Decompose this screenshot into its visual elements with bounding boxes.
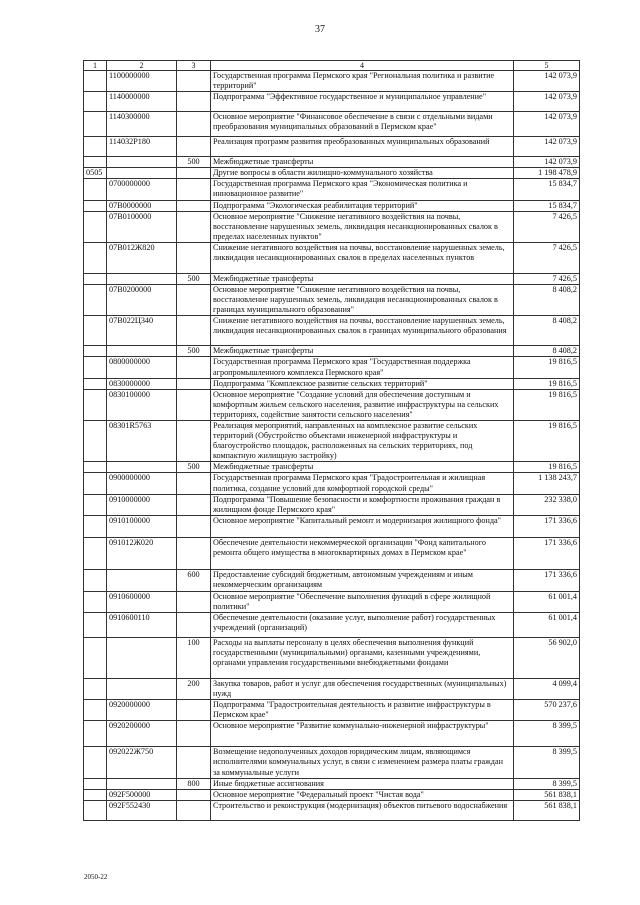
cell-c2: 092022Ж750 [107,747,177,778]
table-row [84,569,580,591]
cell-c5: 61 001,4 [514,591,580,612]
header-cell: 5 [514,61,580,71]
cell-c3 [177,473,211,494]
table-row [84,800,580,820]
cell-c4: Подпрограмма "Градостроительная деятельность и развитие инфраструктуры в Пермском крае" [211,700,514,721]
cell-c2 [107,157,177,168]
table-row [84,71,580,92]
table-row [84,211,580,242]
cell-c2: 07В022Ц340 [107,316,177,346]
cell-c3 [177,591,211,612]
cell-c1 [84,92,107,112]
page-number: 37 [315,24,325,35]
cell-c1 [84,242,107,273]
budget-table [83,60,580,821]
table-row [84,157,580,168]
cell-c1 [84,515,107,537]
cell-c2: 07В0000000 [107,200,177,211]
cell-c2: 0700000000 [107,179,177,200]
cell-c5: 8 399,5 [514,778,580,789]
cell-c4: Обеспечение деятельности (оказание услуг, выполнение работ) государственных учреждений (организаций) [211,613,514,638]
cell-c1 [84,700,107,721]
cell-c5: 8 399,5 [514,747,580,778]
cell-c2 [107,168,177,179]
cell-c3 [177,357,211,378]
cell-c4: Основное мероприятие "Федеральный проект "Чистая вода" [211,789,514,800]
cell-c1 [84,747,107,778]
cell-c2 [107,569,177,591]
cell-c2: 0910600000 [107,591,177,612]
cell-c5: 7 426,5 [514,242,580,273]
cell-c3: 500 [177,346,211,357]
cell-c3 [177,537,211,569]
cell-c2: 092F500000 [107,789,177,800]
cell-c2: 0910600110 [107,613,177,638]
table-row [84,112,580,137]
cell-c5: 142 073,9 [514,71,580,92]
cell-c4: Предоставление субсидий бюджетным, автономным учреждениям и иным некоммерческим организациям [211,569,514,591]
cell-c5: 232 338,0 [514,494,580,515]
cell-c5: 4 099,4 [514,679,580,700]
cell-c4: Государственная программа Пермского края "Государственная поддержка агропромышленного комплекса Пермского края" [211,357,514,378]
cell-c4: Возмещение недополученных доходов юридическим лицам, являющимся исполнителями коммунальных услуг, в связи с изменением размера платы граждан за коммунальные услуги [211,747,514,778]
table-row [84,346,580,357]
cell-c3 [177,71,211,92]
cell-c1 [84,316,107,346]
cell-c5: 171 336,6 [514,515,580,537]
cell-c4: Основное мероприятие "Капитальный ремонт и модернизация жилищного фонда" [211,515,514,537]
table-row [84,494,580,515]
cell-c5: 171 336,6 [514,569,580,591]
cell-c5: 142 073,9 [514,137,580,157]
cell-c4: Подпрограмма "Эффективное государственное и муниципальное управление" [211,92,514,112]
table-row [84,537,580,569]
cell-c4: Другие вопросы в области жилищно-коммунального хозяйства [211,168,514,179]
cell-c4: Обеспечение деятельности некоммерческой организации "Фонд капитального ремонта общего имущества в многоквартирных домах в Пермском крае" [211,537,514,569]
cell-c2 [107,273,177,284]
cell-c1 [84,389,107,420]
cell-c5: 8 399,5 [514,721,580,747]
cell-c4: Иные бюджетные ассигнования [211,778,514,789]
cell-c5: 142 073,9 [514,92,580,112]
cell-c5: 7 426,5 [514,211,580,242]
cell-c3 [177,515,211,537]
cell-c1 [84,211,107,242]
cell-c1 [84,420,107,461]
table-row [84,721,580,747]
cell-c4: Основное мероприятие "Финансовое обеспечение в связи с отдельными видами преобразования муниципальных образований в Пермском крае" [211,112,514,137]
cell-c4: Межбюджетные трансферты [211,462,514,473]
cell-c1 [84,789,107,800]
table-row [84,462,580,473]
table-row [84,285,580,316]
cell-c3 [177,242,211,273]
cell-c3: 100 [177,638,211,679]
table-row [84,613,580,638]
cell-c2: 092F552430 [107,800,177,820]
table-row [84,242,580,273]
cell-c5: 561 838,1 [514,789,580,800]
cell-c3 [177,200,211,211]
cell-c3 [177,613,211,638]
cell-c2: 0910000000 [107,494,177,515]
cell-c3 [177,378,211,389]
cell-c5: 171 336,6 [514,537,580,569]
cell-c2: 0800000000 [107,357,177,378]
cell-c3 [177,700,211,721]
cell-c3: 600 [177,569,211,591]
cell-c5: 15 834,7 [514,179,580,200]
table-row [84,420,580,461]
cell-c3 [177,747,211,778]
cell-c1 [84,346,107,357]
cell-c5: 561 838,1 [514,800,580,820]
cell-c1 [84,569,107,591]
table-row [84,638,580,679]
cell-c3 [177,137,211,157]
cell-c2: 07В0200000 [107,285,177,316]
cell-c1 [84,273,107,284]
cell-c4: Основное мероприятие "Снижение негативного воздействия на почвы, восстановление нарушенных земель, ликвидация несанкционированных свалок в пределах населенных пунктов" [211,211,514,242]
cell-c5: 19 816,5 [514,378,580,389]
cell-c4: Государственная программа Пермского края "Экономическая политика и инновационное развитие" [211,179,514,200]
cell-c4: Основное мероприятие "Развитие коммунально-инженерной инфраструктуры" [211,721,514,747]
cell-c3 [177,789,211,800]
table-row [84,168,580,179]
table-row [84,316,580,346]
cell-c5: 61 001,4 [514,613,580,638]
cell-c1 [84,494,107,515]
table-row [84,473,580,494]
cell-c2 [107,638,177,679]
cell-c4: Основное мероприятие "Обеспечение выполнения функций в сфере жилищной политики" [211,591,514,612]
cell-c2: 07В012Ж820 [107,242,177,273]
cell-c1: 0505 [84,168,107,179]
cell-c2: 0920200000 [107,721,177,747]
cell-c2: 1100000000 [107,71,177,92]
cell-c2 [107,778,177,789]
cell-c1 [84,462,107,473]
cell-c5: 8 408,2 [514,346,580,357]
table-row [84,747,580,778]
cell-c1 [84,473,107,494]
cell-c4: Межбюджетные трансферты [211,273,514,284]
cell-c2: 0830100000 [107,389,177,420]
cell-c4: Строительство и реконструкция (модернизация) объектов питьевого водоснабжения [211,800,514,820]
table-row [84,789,580,800]
cell-c4: Межбюджетные трансферты [211,157,514,168]
cell-c4: Подпрограмма "Комплексное развитие сельских территорий" [211,378,514,389]
cell-c4: Снижение негативного воздействия на почвы, восстановление нарушенных земель, ликвидация несанкционированных свалок в пределах населенных пунктов [211,242,514,273]
cell-c2: 07В0100000 [107,211,177,242]
table-row [84,700,580,721]
table-row [84,137,580,157]
table-row [84,389,580,420]
cell-c5: 8 408,2 [514,316,580,346]
cell-c2: 0830000000 [107,378,177,389]
table-row [84,778,580,789]
cell-c2: 08301R5763 [107,420,177,461]
cell-c3: 200 [177,679,211,700]
cell-c5: 8 408,2 [514,285,580,316]
cell-c4: Снижение негативного воздействия на почвы, восстановление нарушенных земель, ликвидация несанкционированных свалок в границах муниципального образования [211,316,514,346]
table-row [84,92,580,112]
cell-c1 [84,591,107,612]
cell-c4: Закупка товаров, работ и услуг для обеспечения государственных (муниципальных) нужд [211,679,514,700]
cell-c4: Реализация программ развития преобразованных муниципальных образований [211,137,514,157]
cell-c1 [84,112,107,137]
cell-c5: 19 816,5 [514,357,580,378]
cell-c3: 500 [177,462,211,473]
cell-c5: 19 816,5 [514,462,580,473]
cell-c3 [177,112,211,137]
cell-c4: Основное мероприятие "Создание условий для обеспечения доступным и комфортным жильем сельского населения, развитие инфраструктуры на сельских территориях, содействие занятости сельского населения" [211,389,514,420]
cell-c1 [84,285,107,316]
cell-c4: Государственная программа Пермского края "Градостроительная и жилищная политика, создание условий для комфортной городской среды" [211,473,514,494]
table-row [84,679,580,700]
cell-c1 [84,137,107,157]
cell-c4: Подпрограмма "Экологическая реабилитация территорий" [211,200,514,211]
cell-c3 [177,211,211,242]
cell-c2 [107,462,177,473]
cell-c4: Основное мероприятие "Снижение негативного воздействия на почвы, восстановление нарушенных земель, ликвидация несанкционированных свалок в границах муниципального образования" [211,285,514,316]
cell-c3 [177,800,211,820]
cell-c1 [84,71,107,92]
cell-c1 [84,613,107,638]
cell-c4: Подпрограмма "Повышение безопасности и комфортности проживания граждан в жилищном фонде Пермского края" [211,494,514,515]
header-row [84,61,580,71]
cell-c5: 19 816,5 [514,420,580,461]
cell-c1 [84,357,107,378]
table-row [84,515,580,537]
header-cell: 2 [107,61,177,71]
cell-c5: 142 073,9 [514,157,580,168]
cell-c2: 114032Р180 [107,137,177,157]
cell-c2: 091012Ж020 [107,537,177,569]
cell-c5: 1 138 243,7 [514,473,580,494]
cell-c1 [84,378,107,389]
cell-c3 [177,179,211,200]
cell-c3: 500 [177,157,211,168]
cell-c2: 1140300000 [107,112,177,137]
cell-c1 [84,721,107,747]
table-row [84,200,580,211]
cell-c2: 0900000000 [107,473,177,494]
cell-c4: Государственная программа Пермского края "Региональная политика и развитие территорий" [211,71,514,92]
cell-c4: Расходы на выплаты персоналу в целях обеспечения выполнения функций государственными (муниципальными) органами, казенными учреждениями, органами управления государственными внебюджетными фондами [211,638,514,679]
header-cell: 1 [84,61,107,71]
cell-c4: Реализация мероприятий, направленных на комплексное развитие сельских территорий (Обустройство объектами инженерной инфраструктуры и благоустройство площадок, расположенных на сельских территориях, под компактную жилищную застройку) [211,420,514,461]
cell-c1 [84,200,107,211]
cell-c1 [84,157,107,168]
cell-c5: 15 834,7 [514,200,580,211]
cell-c3 [177,389,211,420]
cell-c5: 7 426,5 [514,273,580,284]
cell-c1 [84,679,107,700]
cell-c2 [107,346,177,357]
cell-c5: 570 237,6 [514,700,580,721]
cell-c3 [177,285,211,316]
table-row [84,273,580,284]
cell-c3 [177,420,211,461]
cell-c3: 500 [177,273,211,284]
cell-c5: 142 073,9 [514,112,580,137]
cell-c2: 1140000000 [107,92,177,112]
cell-c3 [177,494,211,515]
header-cell: 3 [177,61,211,71]
cell-c5: 1 198 478,9 [514,168,580,179]
table-row [84,357,580,378]
cell-c1 [84,537,107,569]
cell-c2: 0910100000 [107,515,177,537]
cell-c2 [107,679,177,700]
cell-c1 [84,778,107,789]
cell-c5: 19 816,5 [514,389,580,420]
cell-c1 [84,638,107,679]
header-cell: 4 [211,61,514,71]
cell-c5: 56 902,0 [514,638,580,679]
cell-c2: 0920000000 [107,700,177,721]
cell-c4: Межбюджетные трансферты [211,346,514,357]
cell-c3: 800 [177,778,211,789]
table-row [84,378,580,389]
cell-c3 [177,721,211,747]
table-row [84,179,580,200]
cell-c3 [177,168,211,179]
cell-c3 [177,316,211,346]
cell-c1 [84,800,107,820]
table-row [84,591,580,612]
cell-c1 [84,179,107,200]
footer-code: 2050-22 [84,873,108,881]
cell-c3 [177,92,211,112]
